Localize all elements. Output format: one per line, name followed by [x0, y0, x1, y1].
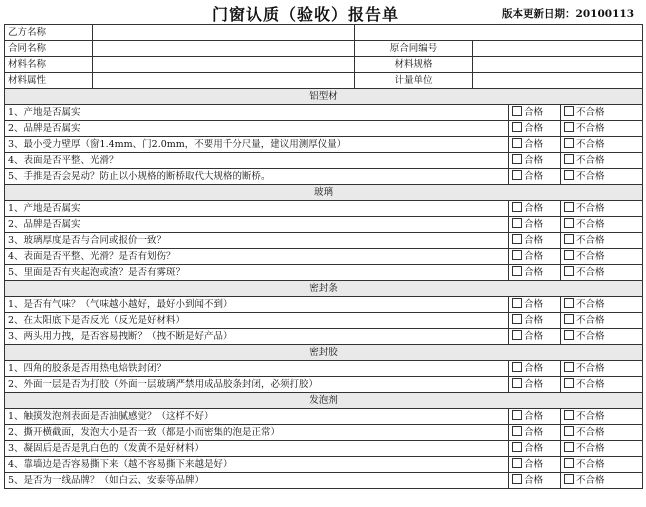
check-item-text: 1、产地是否属实: [5, 201, 509, 217]
fail-label: 不合格: [576, 107, 605, 118]
option-cell: [509, 425, 561, 441]
info-value-field[interactable]: [93, 73, 355, 89]
checkbox-square-icon: [564, 330, 574, 340]
section-header-row: [5, 345, 643, 361]
checkbox-square-icon: [564, 138, 574, 148]
info-mid-value-field[interactable]: [473, 57, 643, 73]
info-mid-value-field[interactable]: [473, 73, 643, 89]
check-item-text: 1、产地是否属实: [5, 105, 509, 121]
check-item-row: [5, 121, 643, 137]
check-item-text: 4、表面是否平整、光滑？是否有划伤？: [5, 249, 509, 265]
check-item-row: [5, 313, 643, 329]
option-cell: [509, 409, 561, 425]
pass-checkbox[interactable]: [512, 473, 543, 488]
info-value-field[interactable]: [93, 57, 355, 73]
checkbox-square-icon: [564, 410, 574, 420]
check-item-row: [5, 249, 643, 265]
pass-checkbox[interactable]: [512, 249, 543, 264]
checkbox-square-icon: [512, 314, 522, 324]
checkbox-square-icon: [512, 474, 522, 484]
option-cell: [509, 473, 561, 489]
check-item-text: 2、品牌是否属实: [5, 217, 509, 233]
fail-checkbox[interactable]: [564, 409, 605, 424]
checkbox-square-icon: [564, 218, 574, 228]
pass-label: 合格: [524, 123, 544, 134]
option-cell: [509, 313, 561, 329]
option-cell: [509, 121, 561, 137]
check-item-row: [5, 329, 643, 345]
fail-checkbox[interactable]: [564, 441, 605, 456]
pass-label: 合格: [524, 411, 544, 422]
pass-checkbox[interactable]: [512, 121, 543, 136]
checkbox-square-icon: [564, 378, 574, 388]
form-title: 门窗认质（验收）报告单: [212, 5, 400, 24]
fail-label: 不合格: [576, 123, 605, 134]
check-item-row: [5, 169, 643, 185]
fail-checkbox[interactable]: [564, 265, 605, 280]
checkbox-square-icon: [512, 266, 522, 276]
report-table: [4, 24, 643, 489]
info-mid-label: 计量单位: [355, 73, 473, 89]
fail-label: 不合格: [576, 203, 605, 214]
pass-checkbox[interactable]: [512, 137, 543, 152]
pass-label: 合格: [524, 251, 544, 262]
pass-label: 合格: [524, 219, 544, 230]
section-title: 密封条: [5, 281, 643, 297]
pass-label: 合格: [524, 107, 544, 118]
pass-label: 合格: [524, 315, 544, 326]
pass-checkbox[interactable]: [512, 217, 543, 232]
fail-checkbox[interactable]: [564, 153, 605, 168]
info-value-field[interactable]: [93, 41, 355, 57]
check-item-row: [5, 137, 643, 153]
pass-checkbox[interactable]: [512, 361, 543, 376]
check-item-text: 3、最小受力壁厚（窗1.4mm、门2.0mm，不要用千分尺量，建议用测厚仪量）: [5, 137, 509, 153]
pass-label: 合格: [524, 331, 544, 342]
checkbox-square-icon: [512, 378, 522, 388]
fail-checkbox[interactable]: [564, 217, 605, 232]
option-cell: [509, 137, 561, 153]
option-cell: [561, 201, 643, 217]
checkbox-square-icon: [512, 362, 522, 372]
fail-checkbox[interactable]: [564, 169, 605, 184]
option-cell: [561, 265, 643, 281]
pass-checkbox[interactable]: [512, 329, 543, 344]
check-item-text: 5、是否为一线品牌？（如白云、安泰等品牌）: [5, 473, 509, 489]
pass-label: 合格: [524, 171, 544, 182]
option-cell: [509, 457, 561, 473]
fail-checkbox[interactable]: [564, 361, 605, 376]
pass-label: 合格: [524, 155, 544, 166]
checkbox-square-icon: [564, 442, 574, 452]
check-item-row: [5, 297, 643, 313]
option-cell: [561, 137, 643, 153]
checkbox-square-icon: [564, 314, 574, 324]
option-cell: [561, 409, 643, 425]
pass-checkbox[interactable]: [512, 457, 543, 472]
option-cell: [509, 361, 561, 377]
checkbox-square-icon: [564, 474, 574, 484]
checkbox-square-icon: [512, 234, 522, 244]
check-item-row: [5, 217, 643, 233]
fail-label: 不合格: [576, 475, 605, 486]
check-item-text: 2、在太阳底下是否反光（反光是好材料）: [5, 313, 509, 329]
option-cell: [509, 169, 561, 185]
info-mid-label: 材料规格: [355, 57, 473, 73]
fail-label: 不合格: [576, 363, 605, 374]
fail-label: 不合格: [576, 267, 605, 278]
checkbox-square-icon: [512, 442, 522, 452]
checkbox-square-icon: [564, 234, 574, 244]
info-row: [5, 57, 643, 73]
option-cell: [509, 297, 561, 313]
option-cell: [561, 473, 643, 489]
check-item-text: 3、凝固后是否是乳白色的（发黄不是好材料）: [5, 441, 509, 457]
checkbox-square-icon: [512, 298, 522, 308]
pass-label: 合格: [524, 443, 544, 454]
option-cell: [509, 217, 561, 233]
fail-checkbox[interactable]: [564, 233, 605, 248]
fail-label: 不合格: [576, 411, 605, 422]
option-cell: [509, 153, 561, 169]
form-header: [0, 0, 646, 24]
check-item-row: [5, 153, 643, 169]
option-cell: [561, 457, 643, 473]
fail-checkbox[interactable]: [564, 105, 605, 120]
info-mid-label: 原合同编号: [355, 41, 473, 57]
check-item-row: [5, 233, 643, 249]
info-label: 乙方名称: [5, 25, 93, 41]
checkbox-square-icon: [564, 170, 574, 180]
check-item-row: [5, 361, 643, 377]
checkbox-square-icon: [512, 426, 522, 436]
checkbox-square-icon: [512, 458, 522, 468]
check-item-row: [5, 201, 643, 217]
checkbox-square-icon: [564, 298, 574, 308]
option-cell: [561, 377, 643, 393]
fail-checkbox[interactable]: [564, 329, 605, 344]
section-title: 玻璃: [5, 185, 643, 201]
check-item-text: 2、外面一层是否为打胶（外面一层玻璃严禁用成品胶条封闭，必须打胶）: [5, 377, 509, 393]
fail-label: 不合格: [576, 427, 605, 438]
pass-label: 合格: [524, 139, 544, 150]
option-cell: [509, 233, 561, 249]
info-row: [5, 73, 643, 89]
fail-checkbox[interactable]: [564, 313, 605, 328]
checkbox-square-icon: [512, 170, 522, 180]
version-date: 版本更新日期：20100113: [502, 8, 634, 20]
fail-checkbox[interactable]: [564, 473, 605, 488]
checkbox-square-icon: [564, 122, 574, 132]
option-cell: [509, 105, 561, 121]
checkbox-square-icon: [564, 250, 574, 260]
option-cell: [561, 297, 643, 313]
pass-checkbox[interactable]: [512, 409, 543, 424]
info-value-field[interactable]: [93, 25, 355, 41]
check-item-text: 1、是否有气味？（气味越小越好，最好小到闻不到）: [5, 297, 509, 313]
fail-label: 不合格: [576, 139, 605, 150]
pass-checkbox[interactable]: [512, 425, 543, 440]
pass-checkbox[interactable]: [512, 297, 543, 312]
pass-checkbox[interactable]: [512, 169, 543, 184]
fail-checkbox[interactable]: [564, 201, 605, 216]
pass-checkbox[interactable]: [512, 441, 543, 456]
checkbox-square-icon: [512, 202, 522, 212]
pass-label: 合格: [524, 267, 544, 278]
checkbox-square-icon: [512, 138, 522, 148]
check-item-row: [5, 105, 643, 121]
check-item-text: 3、玻璃厚度是否与合同或报价一致？: [5, 233, 509, 249]
check-item-row: [5, 457, 643, 473]
check-item-text: 2、品牌是否属实: [5, 121, 509, 137]
fail-checkbox[interactable]: [564, 249, 605, 264]
section-title: 铝型材: [5, 89, 643, 105]
option-cell: [509, 441, 561, 457]
check-item-row: [5, 409, 643, 425]
option-cell: [509, 249, 561, 265]
pass-label: 合格: [524, 459, 544, 470]
pass-checkbox[interactable]: [512, 313, 543, 328]
option-cell: [561, 313, 643, 329]
checkbox-square-icon: [512, 122, 522, 132]
fail-label: 不合格: [576, 299, 605, 310]
checkbox-square-icon: [564, 458, 574, 468]
fail-label: 不合格: [576, 235, 605, 246]
pass-checkbox[interactable]: [512, 153, 543, 168]
info-label: 材料属性: [5, 73, 93, 89]
pass-label: 合格: [524, 299, 544, 310]
checkbox-square-icon: [512, 218, 522, 228]
option-cell: [509, 377, 561, 393]
fail-label: 不合格: [576, 379, 605, 390]
pass-label: 合格: [524, 235, 544, 246]
check-item-text: 3、两头用力拽，是否容易拽断？（拽不断是好产品）: [5, 329, 509, 345]
fail-checkbox[interactable]: [564, 121, 605, 136]
option-cell: [561, 153, 643, 169]
pass-checkbox[interactable]: [512, 265, 543, 280]
fail-label: 不合格: [576, 443, 605, 454]
checkbox-square-icon: [512, 330, 522, 340]
fail-label: 不合格: [576, 315, 605, 326]
pass-checkbox[interactable]: [512, 105, 543, 120]
checkbox-square-icon: [564, 202, 574, 212]
fail-checkbox[interactable]: [564, 297, 605, 312]
checkbox-square-icon: [564, 426, 574, 436]
fail-label: 不合格: [576, 251, 605, 262]
checkbox-square-icon: [564, 266, 574, 276]
pass-label: 合格: [524, 427, 544, 438]
check-item-text: 5、里面是否有夹起泡或渣？是否有雾斑？: [5, 265, 509, 281]
fail-label: 不合格: [576, 459, 605, 470]
checkbox-square-icon: [512, 106, 522, 116]
checkbox-square-icon: [512, 154, 522, 164]
option-cell: [509, 265, 561, 281]
check-item-text: 2、撕开横截面，发泡大小是否一致（都是小而密集的泡是正常）: [5, 425, 509, 441]
option-cell: [561, 217, 643, 233]
option-cell: [561, 329, 643, 345]
section-header-row: [5, 89, 643, 105]
option-cell: [561, 105, 643, 121]
check-item-text: 1、触摸发泡剂表面是否油腻感觉？（这样不好）: [5, 409, 509, 425]
info-row: [5, 41, 643, 57]
pass-checkbox[interactable]: [512, 201, 543, 216]
checkbox-square-icon: [564, 362, 574, 372]
check-item-row: [5, 473, 643, 489]
section-header-row: [5, 281, 643, 297]
fail-checkbox[interactable]: [564, 137, 605, 152]
checkbox-square-icon: [564, 154, 574, 164]
fail-label: 不合格: [576, 219, 605, 230]
check-item-text: 4、靠墙边是否容易撕下来（越不容易撕下来越是好）: [5, 457, 509, 473]
check-item-text: 5、手推是否会晃动？防止以小规格的断桥取代大规格的断桥。: [5, 169, 509, 185]
report-table-body: [5, 25, 643, 489]
option-cell: [509, 201, 561, 217]
checkbox-square-icon: [512, 410, 522, 420]
option-cell: [561, 361, 643, 377]
option-cell: [561, 441, 643, 457]
check-item-row: [5, 441, 643, 457]
checkbox-square-icon: [564, 106, 574, 116]
option-cell: [561, 425, 643, 441]
pass-checkbox[interactable]: [512, 233, 543, 248]
info-label: 合同名称: [5, 41, 93, 57]
section-title: 发泡剂: [5, 393, 643, 409]
check-item-row: [5, 265, 643, 281]
pass-label: 合格: [524, 379, 544, 390]
pass-label: 合格: [524, 203, 544, 214]
fail-checkbox[interactable]: [564, 377, 605, 392]
section-title: 密封胶: [5, 345, 643, 361]
check-item-row: [5, 377, 643, 393]
option-cell: [561, 169, 643, 185]
check-item-text: 4、表面是否平整、光滑？: [5, 153, 509, 169]
option-cell: [561, 233, 643, 249]
fail-label: 不合格: [576, 155, 605, 166]
section-header-row: [5, 185, 643, 201]
info-label: 材料名称: [5, 57, 93, 73]
pass-label: 合格: [524, 475, 544, 486]
fail-label: 不合格: [576, 171, 605, 182]
checkbox-square-icon: [512, 250, 522, 260]
fail-label: 不合格: [576, 331, 605, 342]
info-mid-value-field[interactable]: [473, 41, 643, 57]
pass-label: 合格: [524, 363, 544, 374]
check-item-row: [5, 425, 643, 441]
fail-checkbox[interactable]: [564, 425, 605, 440]
option-cell: [509, 329, 561, 345]
info-value-field-wide[interactable]: [355, 25, 643, 41]
fail-checkbox[interactable]: [564, 457, 605, 472]
option-cell: [561, 121, 643, 137]
option-cell: [561, 249, 643, 265]
pass-checkbox[interactable]: [512, 377, 543, 392]
info-row: [5, 25, 643, 41]
section-header-row: [5, 393, 643, 409]
check-item-text: 1、四角的胶条是否用热电焙铁封闭？: [5, 361, 509, 377]
